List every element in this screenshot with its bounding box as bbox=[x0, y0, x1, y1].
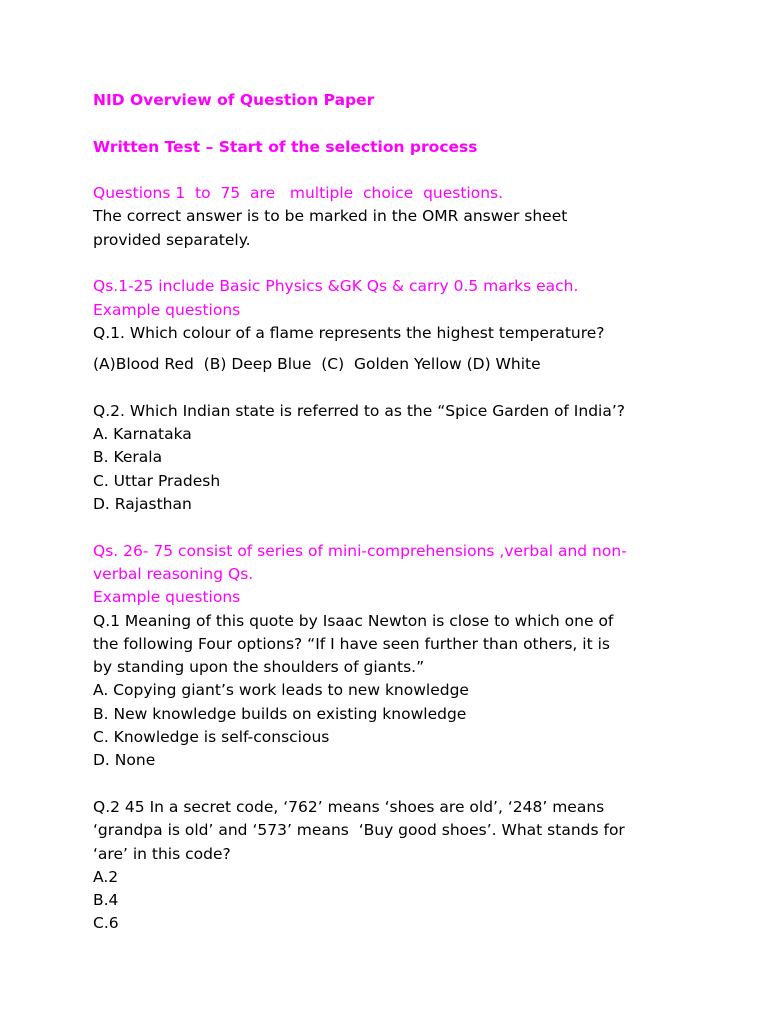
section2-q2-option-b: B.4 bbox=[93, 891, 119, 910]
section2-q2-line-3: ‘are’ in this code? bbox=[93, 844, 231, 863]
omr-instruction-line-2: provided separately. bbox=[93, 230, 251, 249]
mcq-intro: Questions 1 to 75 are multiple choice questions. bbox=[93, 184, 504, 203]
section1-q1-options: (A)Blood Red (B) Deep Blue (C) Golden Yellow (D) White bbox=[93, 355, 541, 374]
section2-q1-option-a: A. Copying giant’s work leads to new knowledge bbox=[93, 681, 469, 700]
section1-q2-question: Q.2. Which Indian state is referred to as the “Spice Garden of India’? bbox=[93, 401, 626, 420]
spacer bbox=[93, 516, 683, 539]
section1-q1-question: Q.1. Which colour of a flame represents the highest temperature? bbox=[93, 323, 605, 342]
section1-q2-option-b: B. Kerala bbox=[93, 448, 163, 467]
omr-instruction-line-1: The correct answer is to be marked in the OMR answer sheet bbox=[93, 207, 568, 226]
section2-description-line-2: verbal reasoning Qs. bbox=[93, 564, 254, 583]
section2-example-label: Example questions bbox=[93, 588, 241, 607]
section1-q2-option-d: D. Rajasthan bbox=[93, 495, 192, 514]
section2-q1-option-c: C. Knowledge is self-conscious bbox=[93, 728, 330, 747]
spacer bbox=[93, 773, 683, 796]
section2-q2-option-c: C.6 bbox=[93, 914, 119, 933]
section2-q2-line-2: ‘grandpa is old’ and ‘573’ means ‘Buy good shoes’. What stands for bbox=[93, 821, 625, 840]
section2-q1-line-2: the following Four options? “If I have seen further than others, it is bbox=[93, 634, 610, 653]
section1-q2-option-c: C. Uttar Pradesh bbox=[93, 471, 221, 490]
spacer bbox=[93, 159, 683, 182]
spacer bbox=[93, 377, 683, 400]
section2-q1-option-b: B. New knowledge builds on existing knowledge bbox=[93, 704, 467, 723]
spacer bbox=[93, 252, 683, 275]
document-subtitle: Written Test – Start of the selection process bbox=[93, 137, 478, 156]
section2-q2-line-1: Q.2 45 In a secret code, ‘762’ means ‘shoes are old’, ‘248’ means bbox=[93, 797, 605, 816]
section2-q1-line-3: by standing upon the shoulders of giants.” bbox=[93, 658, 425, 677]
document-title: NID Overview of Question Paper bbox=[93, 91, 375, 109]
section2-description-line-1: Qs. 26- 75 consist of series of mini-comprehensions ,verbal and non- bbox=[93, 541, 627, 560]
spacer bbox=[93, 112, 683, 135]
document-page bbox=[93, 89, 683, 936]
spacer bbox=[93, 345, 683, 353]
section2-q2-option-a: A.2 bbox=[93, 867, 119, 886]
section2-q1-line-1: Q.1 Meaning of this quote by Isaac Newton is close to which one of bbox=[93, 611, 614, 630]
section1-q2-option-a: A. Karnataka bbox=[93, 425, 192, 444]
section1-description: Qs.1-25 include Basic Physics &GK Qs & carry 0.5 marks each. bbox=[93, 277, 579, 296]
section1-example-label: Example questions bbox=[93, 300, 241, 319]
section2-q1-option-d: D. None bbox=[93, 751, 156, 770]
